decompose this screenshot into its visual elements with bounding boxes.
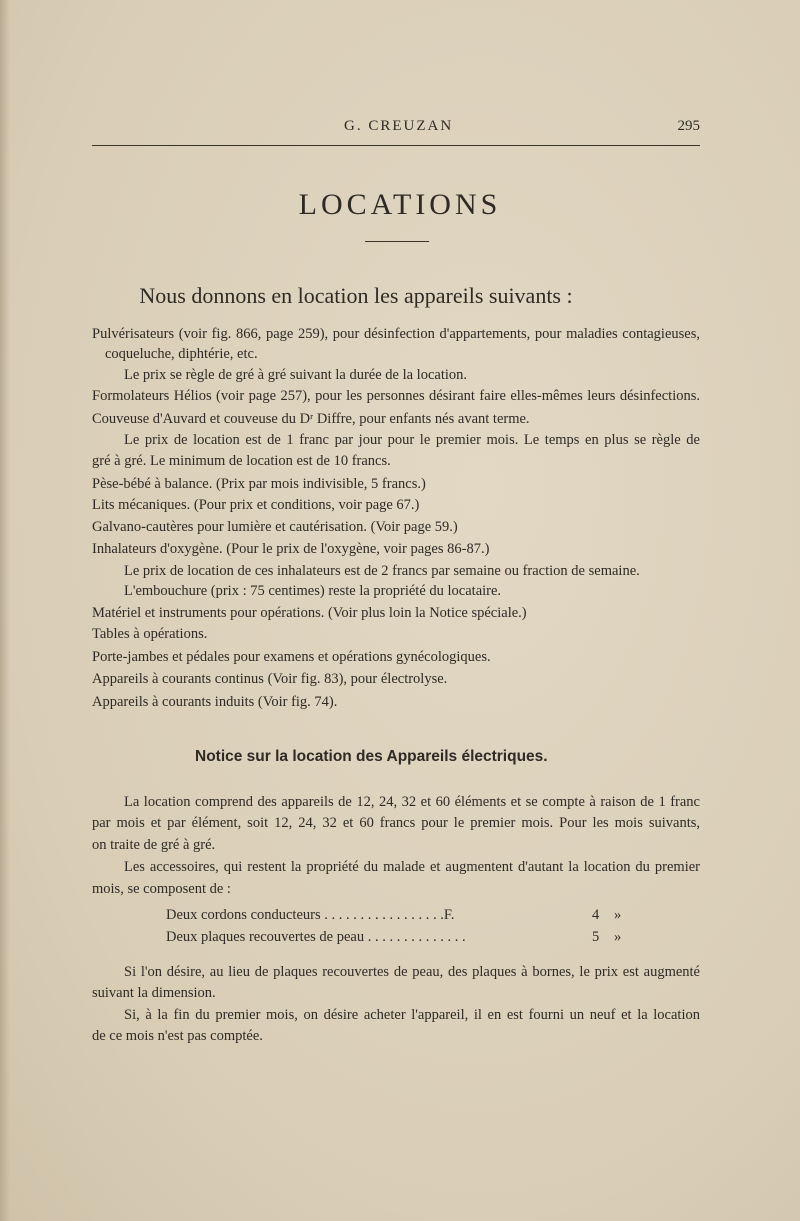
item-line: gré à gré. Le minimum de location est de 10 francs. <box>92 453 391 469</box>
item-line: Pulvérisateurs (voir fig. 866, page 259), pour désinfection d'appartements, pour maladies contagieuses, <box>92 326 700 342</box>
title-rule <box>365 241 429 242</box>
notice-line: par mois et par élément, soit 12, 24, 32 et 60 francs pour le premier mois. Pour les mois suivants, <box>92 815 700 831</box>
item-line: Matériel et instruments pour opérations. (Voir plus loin la Notice spéciale.) <box>92 605 527 621</box>
item-line: Pèse-bébé à balance. (Prix par mois indivisible, 5 francs.) <box>92 476 426 492</box>
accessory-mark: » <box>614 907 622 923</box>
running-head <box>92 118 700 140</box>
accessory-label: Deux cordons conducteurs . . . . . . . . . . . . . . . . .F. <box>166 907 455 923</box>
notice-closing-line: suivant la dimension. <box>92 985 216 1001</box>
accessory-amount: 4 <box>592 907 600 923</box>
item-line: Porte-jambes et pédales pour examens et opérations gynécologiques. <box>92 649 491 665</box>
page-number: 295 <box>677 118 700 134</box>
item-line: Couveuse d'Auvard et couveuse du Dʳ Diffre, pour enfants nés avant terme. <box>92 411 530 427</box>
notice-closing-line: Si l'on désire, au lieu de plaques recouvertes de peau, des plaques à bornes, le prix est augmenté <box>124 964 700 980</box>
header-rule <box>92 145 700 146</box>
notice-line: on traite de gré à gré. <box>92 837 216 853</box>
notice-line: La location comprend des appareils de 12, 24, 32 et 60 éléments et se compte à raison de 1 franc <box>124 794 700 810</box>
notice-heading: Notice sur la location des Appareils électriques. <box>195 748 548 765</box>
accessory-amount: 5 <box>592 929 600 945</box>
accessory-label: Deux plaques recouvertes de peau . . . . . . . . . . . . . . <box>166 929 466 945</box>
item-line: Tables à opérations. <box>92 626 208 642</box>
notice-closing-line: Si, à la fin du premier mois, on désire acheter l'appareil, il en est fourni un neuf et la location <box>124 1007 700 1023</box>
item-line: Appareils à courants continus (Voir fig. 83), pour électrolyse. <box>92 671 448 687</box>
item-line: L'embouchure (prix : 75 centimes) reste la propriété du locataire. <box>124 583 502 599</box>
accessory-mark: » <box>614 929 622 945</box>
page-title: LOCATIONS <box>298 188 502 221</box>
item-line: Le prix se règle de gré à gré suivant la durée de la location. <box>124 367 468 383</box>
item-line: Lits mécaniques. (Pour prix et conditions, voir page 67.) <box>92 497 420 513</box>
notice-line: mois, se composent de : <box>92 881 231 897</box>
notice-closing-line: de ce mois n'est pas comptée. <box>92 1028 263 1044</box>
running-head-author: G. CREUZAN <box>344 118 454 134</box>
item-line: Formolateurs Hélios (voir page 257), pour les personnes désirant faire elles-mêmes leurs désinfections. <box>92 388 700 404</box>
notice-line: Les accessoires, qui restent la propriété du malade et augmentent d'autant la location du premier <box>124 859 700 875</box>
item-line: Appareils à courants induits (Voir fig. 74). <box>92 694 338 710</box>
item-line: Inhalateurs d'oxygène. (Pour le prix de l'oxygène, voir pages 86-87.) <box>92 541 490 557</box>
item-line: Galvano-cautères pour lumière et cautérisation. (Voir page 59.) <box>92 519 458 535</box>
page-spine-shadow <box>0 0 10 1221</box>
item-line: Le prix de location de ces inhalateurs est de 2 francs par semaine ou fraction de semaine. <box>124 563 640 579</box>
item-line: Le prix de location est de 1 franc par jour pour le premier mois. Le temps en plus se règle de <box>124 432 700 448</box>
item-line: coqueluche, diphtérie, etc. <box>105 346 258 362</box>
intro-line: Nous donnons en location les appareils suivants : <box>139 283 573 308</box>
